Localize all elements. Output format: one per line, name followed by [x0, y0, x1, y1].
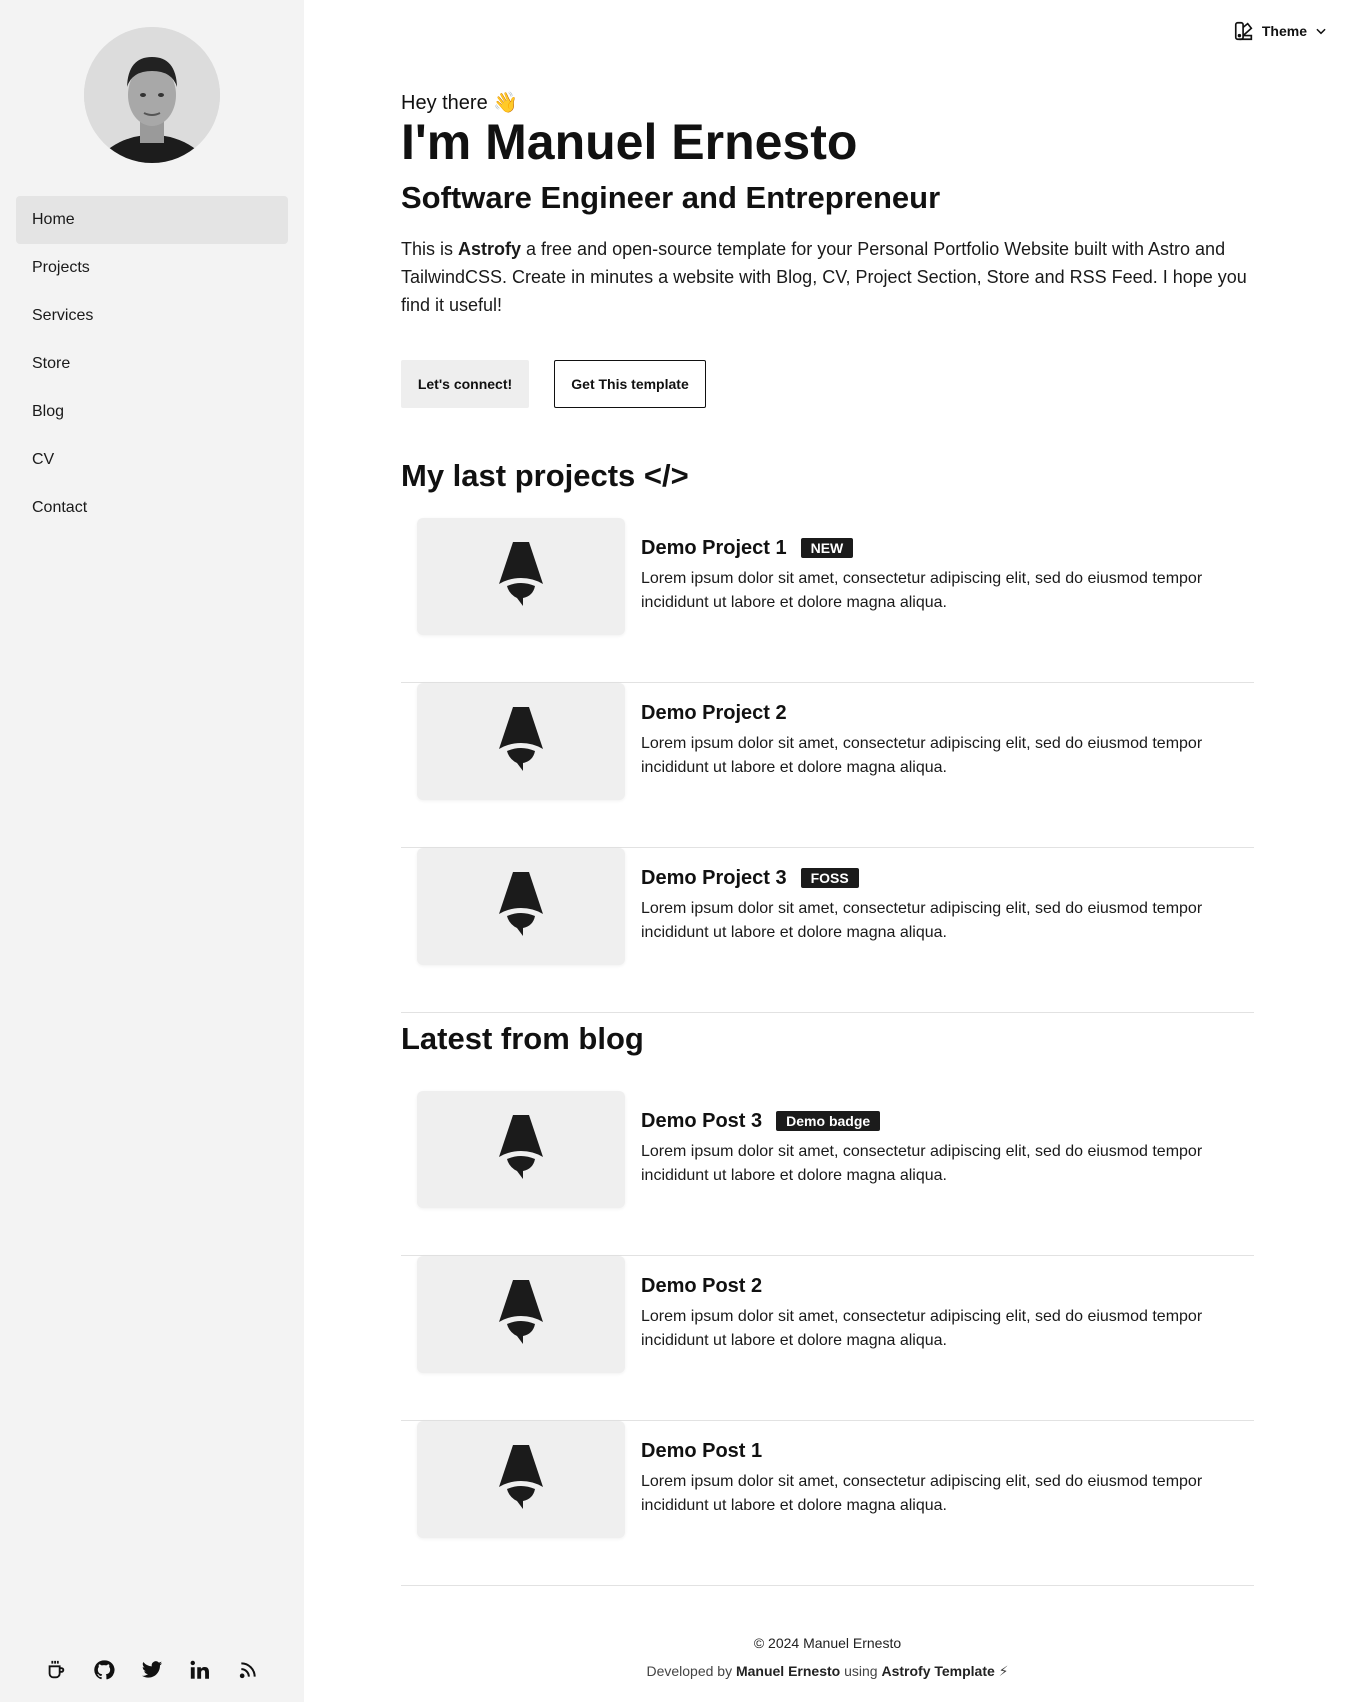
sidebar-item-services[interactable]: Services [32, 307, 94, 324]
project-title[interactable]: Demo Project 3 [641, 866, 787, 889]
sidebar [0, 0, 304, 1702]
template-link[interactable]: Astrofy Template [881, 1663, 995, 1679]
project-card[interactable] [401, 848, 1254, 1013]
blog-title[interactable]: Demo Post 1 [641, 1439, 763, 1462]
blog-description: Lorem ipsum dolor sit amet, consectetur adipiscing elit, sed do eiusmod tempor incididunt ut labore et dolore magna aliqua. [641, 1143, 1203, 1184]
credit-prefix: Developed by [646, 1663, 736, 1679]
blog-title[interactable]: Demo Post 2 [641, 1274, 763, 1297]
astro-logo-icon [497, 1278, 545, 1351]
sidebar-item-home[interactable]: Home [16, 196, 288, 244]
project-card[interactable] [401, 683, 1254, 848]
blog-description: Lorem ipsum dolor sit amet, consectetur adipiscing elit, sed do eiusmod tempor incididunt ut labore et dolore magna aliqua. [641, 1308, 1203, 1349]
avatar-image [84, 27, 220, 163]
rss-icon[interactable] [236, 1658, 260, 1682]
blog-card[interactable] [401, 1421, 1254, 1586]
project-thumbnail [417, 683, 625, 800]
astro-logo-icon [497, 705, 545, 778]
subtitle: Software Engineer and Entrepreneur [401, 180, 941, 215]
avatar[interactable] [84, 27, 220, 163]
intro-prefix: This is [401, 239, 459, 259]
status-badge: Demo badge [776, 1111, 880, 1131]
intro-brand: Astrofy [458, 239, 522, 259]
project-title[interactable]: Demo Project 2 [641, 701, 787, 724]
blog-thumbnail [417, 1091, 625, 1208]
status-badge: NEW [801, 538, 854, 558]
copyright: © 2024 Manuel Ernesto [753, 1635, 902, 1651]
blog-description: Lorem ipsum dolor sit amet, consectetur adipiscing elit, sed do eiusmod tempor incididunt ut labore et dolore magna aliqua. [641, 1473, 1203, 1514]
sidebar-nav [16, 196, 288, 532]
sidebar-item-blog[interactable]: Blog [32, 403, 65, 420]
blog-card[interactable] [401, 1091, 1254, 1256]
social-links [44, 1658, 260, 1682]
theme-label: Theme [1261, 23, 1307, 39]
astro-logo-icon [497, 1113, 545, 1186]
chevron-down-icon [1314, 24, 1328, 38]
astro-logo-icon [497, 1443, 545, 1516]
blog-title[interactable]: Demo Post 3 [641, 1109, 763, 1132]
palette-icon [1233, 20, 1255, 42]
github-icon[interactable] [92, 1658, 116, 1682]
coffee-icon[interactable] [44, 1658, 68, 1682]
blog-thumbnail [417, 1256, 625, 1373]
astro-logo-icon [497, 870, 545, 943]
project-description: Lorem ipsum dolor sit amet, consectetur adipiscing elit, sed do eiusmod tempor incididunt ut labore et dolore magna aliqua. [641, 900, 1203, 941]
blog-card[interactable] [401, 1256, 1254, 1421]
astro-logo-icon [497, 540, 545, 613]
author-link[interactable]: Manuel Ernesto [735, 1663, 841, 1679]
project-title[interactable]: Demo Project 1 [641, 536, 787, 559]
sidebar-item-contact[interactable]: Contact [32, 499, 88, 516]
project-thumbnail [417, 518, 625, 635]
blog-thumbnail [417, 1421, 625, 1538]
lightning-icon: ⚡ [994, 1663, 1009, 1679]
project-thumbnail [417, 848, 625, 965]
sidebar-item-cv[interactable]: CV [32, 451, 55, 468]
page-title: I'm Manuel Ernesto [401, 114, 858, 170]
sidebar-item-store[interactable]: Store [32, 355, 71, 372]
intro-text [401, 235, 1254, 319]
project-card[interactable] [401, 518, 1254, 683]
twitter-icon[interactable] [140, 1658, 164, 1682]
projects-heading: My last projects </> [401, 458, 689, 493]
developer-credit [401, 1663, 1254, 1680]
project-description: Lorem ipsum dolor sit amet, consectetur adipiscing elit, sed do eiusmod tempor incididunt ut labore et dolore magna aliqua. [641, 570, 1203, 611]
greeting: Hey there 👋 [401, 92, 519, 114]
get-template-button[interactable]: Get This template [554, 360, 706, 408]
credit-middle: using [840, 1663, 882, 1679]
sidebar-item-projects[interactable]: Projects [32, 259, 90, 276]
blog-heading: Latest from blog [401, 1021, 644, 1056]
theme-toggle[interactable] [1233, 20, 1328, 42]
status-badge: FOSS [801, 868, 859, 888]
intro-suffix: a free and open-source template for your Personal Portfolio Website built with Astro and TailwindCSS. Create in minutes a website with Blog, CV, Project Section, Store and RSS Feed. I hope you find it useful! [401, 239, 1247, 315]
connect-button[interactable]: Let's connect! [401, 360, 529, 408]
project-description: Lorem ipsum dolor sit amet, consectetur adipiscing elit, sed do eiusmod tempor incididunt ut labore et dolore magna aliqua. [641, 735, 1203, 776]
linkedin-icon[interactable] [188, 1658, 212, 1682]
